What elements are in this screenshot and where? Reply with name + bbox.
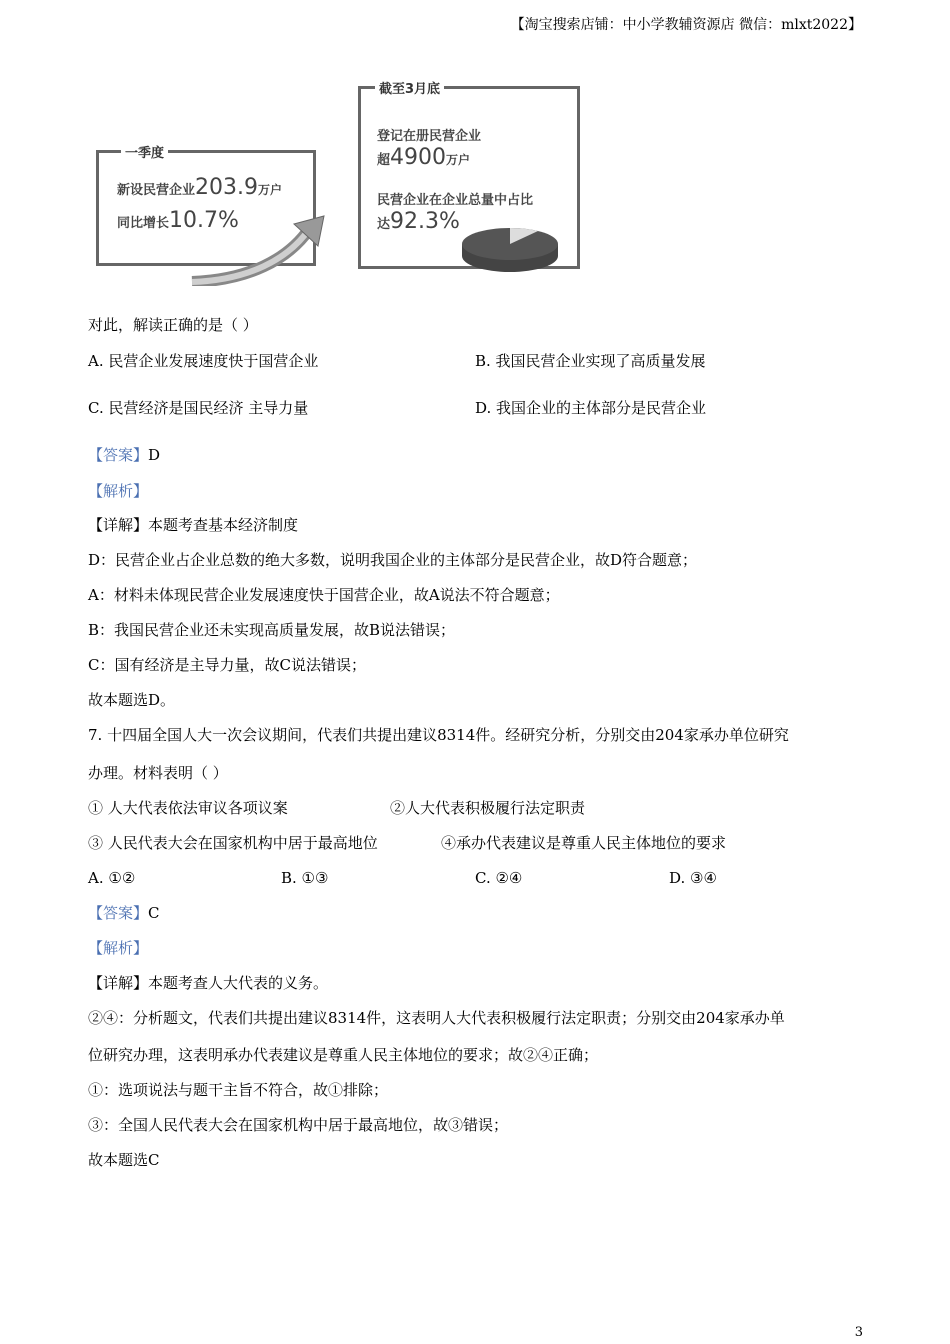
q7-explanation-3: ③：全国人民代表大会在国家机构中居于最高地位，故③错误； bbox=[88, 1116, 509, 1134]
q6-option-b: B. 我国民营企业实现了高质量发展 bbox=[475, 352, 706, 370]
registered-unit: 万户 bbox=[446, 153, 471, 167]
q7-answer-tag: 【答案】 bbox=[88, 904, 149, 922]
q7-statement-2: ②人大代表积极履行法定职责 bbox=[390, 799, 586, 817]
pie-chart-icon bbox=[458, 222, 562, 276]
q6-explanation-b: B：我国民营企业还未实现高质量发展，故B说法错误； bbox=[88, 621, 456, 639]
q7-option-c: C. ②④ bbox=[475, 869, 523, 887]
q7-answer-value: C bbox=[148, 904, 160, 922]
q7-option-d: D. ③④ bbox=[669, 869, 717, 887]
q7-conclusion: 故本题选C bbox=[88, 1151, 160, 1169]
growth-arrow-icon bbox=[188, 212, 328, 286]
q6-explanation-a: A：材料未体现民营企业发展速度快于国营企业，故A说法不符合题意； bbox=[88, 586, 560, 604]
page-header: 【淘宝搜索店铺：中小学教辅资源店 微信：mlxt2022】 bbox=[510, 17, 862, 33]
share-prefix: 达 bbox=[377, 217, 391, 232]
q6-option-d: D. 我国企业的主体部分是民营企业 bbox=[475, 399, 707, 417]
share-value: 92.3% bbox=[390, 209, 460, 234]
growth-value: 10.7% bbox=[169, 208, 239, 233]
q7-option-a: A. ①② bbox=[88, 869, 136, 887]
q7-analysis-tag: 【解析】 bbox=[88, 939, 149, 957]
q6-stem: 对此，解读正确的是（ ） bbox=[88, 316, 258, 334]
new-enterprises-label: 新设民营企业 bbox=[117, 183, 196, 198]
march-label: 截至3月底 bbox=[375, 78, 444, 97]
q7-stem-line2: 办理。材料表明（ ） bbox=[88, 764, 228, 782]
registered-label: 登记在册民营企业 bbox=[377, 129, 482, 144]
q6-conclusion: 故本题选D。 bbox=[88, 691, 176, 709]
q6-explanation-c: C：国有经济是主导力量，故C说法错误； bbox=[88, 656, 366, 674]
q6-analysis-tag: 【解析】 bbox=[88, 482, 149, 500]
q6-answer-value: D bbox=[148, 446, 161, 464]
growth-label: 同比增长 bbox=[117, 216, 170, 231]
q7-explanation-line2: 位研究办理，这表明承办代表建议是尊重人民主体地位的要求；故②④正确； bbox=[88, 1046, 599, 1064]
q1-label: 一季度 bbox=[121, 142, 168, 161]
q7-option-b: B. ①③ bbox=[281, 869, 329, 887]
q6-explanation-d: D：民营企业占企业总数的绝大多数，说明我国企业的主体部分是民营企业，故D符合题意； bbox=[88, 551, 698, 569]
q7-statement-3: ③ 人民代表大会在国家机构中居于最高地位 bbox=[88, 834, 378, 852]
q7-explanation-1: ①：选项说法与题干主旨不符合，故①排除； bbox=[88, 1081, 389, 1099]
q6-option-c: C. 民营经济是国民经济 主导力量 bbox=[88, 399, 309, 417]
new-enterprises-value: 203.9 bbox=[195, 175, 258, 200]
statistics-figure bbox=[92, 84, 586, 286]
q7-answer bbox=[88, 903, 160, 923]
q6-answer-tag: 【答案】 bbox=[88, 446, 149, 464]
page-number: 3 bbox=[854, 1325, 863, 1340]
q6-detail: 【详解】本题考查基本经济制度 bbox=[88, 516, 299, 534]
q7-stem-line1: 7. 十四届全国人大一次会议期间，代表们共提出建议8314件。经研究分析，分别交由204家承办单位研究 bbox=[88, 726, 789, 744]
new-enterprises-unit: 万户 bbox=[258, 183, 283, 197]
q7-explanation-line1: ②④：分析题文，代表们共提出建议8314件，这表明人大代表积极履行法定职责；分别交由204家承办单 bbox=[88, 1009, 785, 1027]
q7-statement-4: ④承办代表建议是尊重人民主体地位的要求 bbox=[441, 834, 727, 852]
share-label: 民营企业在企业总量中占比 bbox=[377, 193, 534, 208]
registered-value: 4900 bbox=[390, 145, 447, 170]
q7-statement-1: ① 人大代表依法审议各项议案 bbox=[88, 799, 288, 817]
q7-detail: 【详解】本题考查人大代表的义务。 bbox=[88, 974, 329, 992]
registered-prefix: 超 bbox=[377, 153, 391, 168]
q6-answer bbox=[88, 445, 160, 465]
q6-option-a: A. 民营企业发展速度快于国营企业 bbox=[88, 352, 319, 370]
